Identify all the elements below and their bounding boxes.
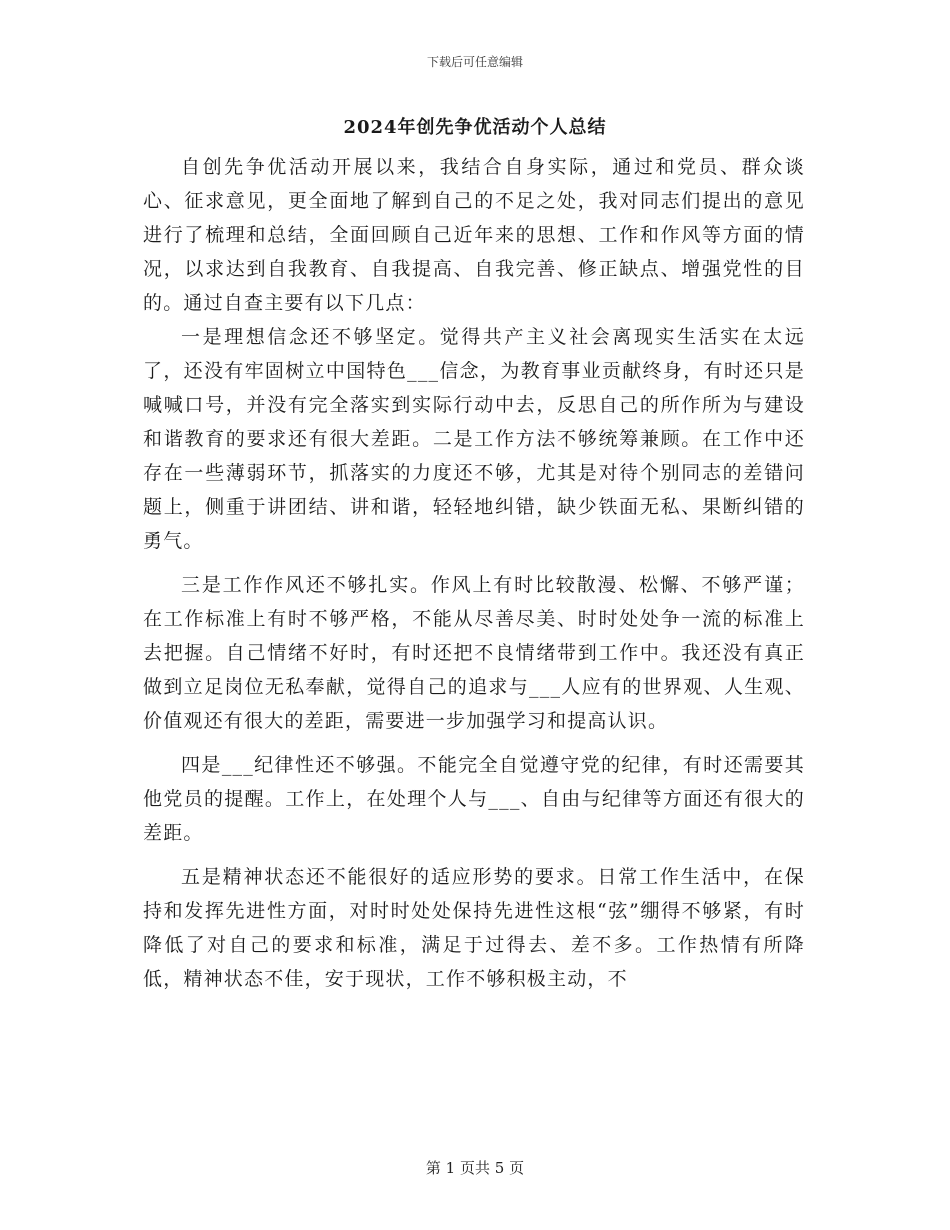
page-header: 下载后可任意编辑 [426, 55, 523, 69]
page-footer: 第 1 页共 5 页 [425, 1159, 525, 1177]
paragraph-point-four: 四是___纪律性还不够强。不能完全自觉遵守党的纪律，有时还需要其他党员的提醒。工作上，在处理个人与___、自由与纪律等方面还有很大的差距。 [143, 754, 805, 844]
paragraph-point-five: 五是精神状态还不能很好的适应形势的要求。日常工作生活中，在保持和发挥先进性方面，对时时处处保持先进性这根“弦”绷得不够紧，有时降低了对自己的要求和标准，满足于过得去、差不多。工作热情有所降低，精神状态不佳，安于现状，工作不够积极主动，不 [143, 866, 805, 990]
paragraph-intro: 自创先争优活动开展以来，我结合自身实际，通过和党员、群众谈心、征求意见，更全面地了解到自己的不足之处，我对同志们提出的意见进行了梳理和总结，全面回顾自己近年来的思想、工作和作风等方面的情况，以求达到自我教育、自我提高、自我完善、修正缺点、增强党性的目的。通过自查主要有以下几点： [143, 156, 805, 314]
paragraph-point-one-two: 一是理想信念还不够坚定。觉得共产主义社会离现实生活实在太远了，还没有牢固树立中国特色___信念，为教育事业贡献终身，有时还只是喊喊口号，并没有完全落实到实际行动中去，反思自己的所作所为与建设和谐教育的要求还有很大差距。二是工作方法不够统筹兼顾。在工作中还存在一些薄弱环节，抓落实的力度还不够，尤其是对待个别同志的差错问题上，侧重于讲团结、讲和谐，轻轻地纠错，缺少铁面无私、果断纠错的勇气。 [143, 326, 805, 552]
document-title: 2024年创先争优活动个人总结 [343, 117, 607, 138]
paragraph-point-three: 三是工作作风还不够扎实。作风上有时比较散漫、松懈、不够严谨；在工作标准上有时不够严格，不能从尽善尽美、时时处处争一流的标准上去把握。自己情绪不好时，有时还把不良情绪带到工作中。我还没有真正做到立足岗位无私奉献，觉得自己的追求与___人应有的世界观、人生观、价值观还有很大的差距，需要进一步加强学习和提高认识。 [143, 574, 805, 732]
document-body [143, 150, 805, 996]
